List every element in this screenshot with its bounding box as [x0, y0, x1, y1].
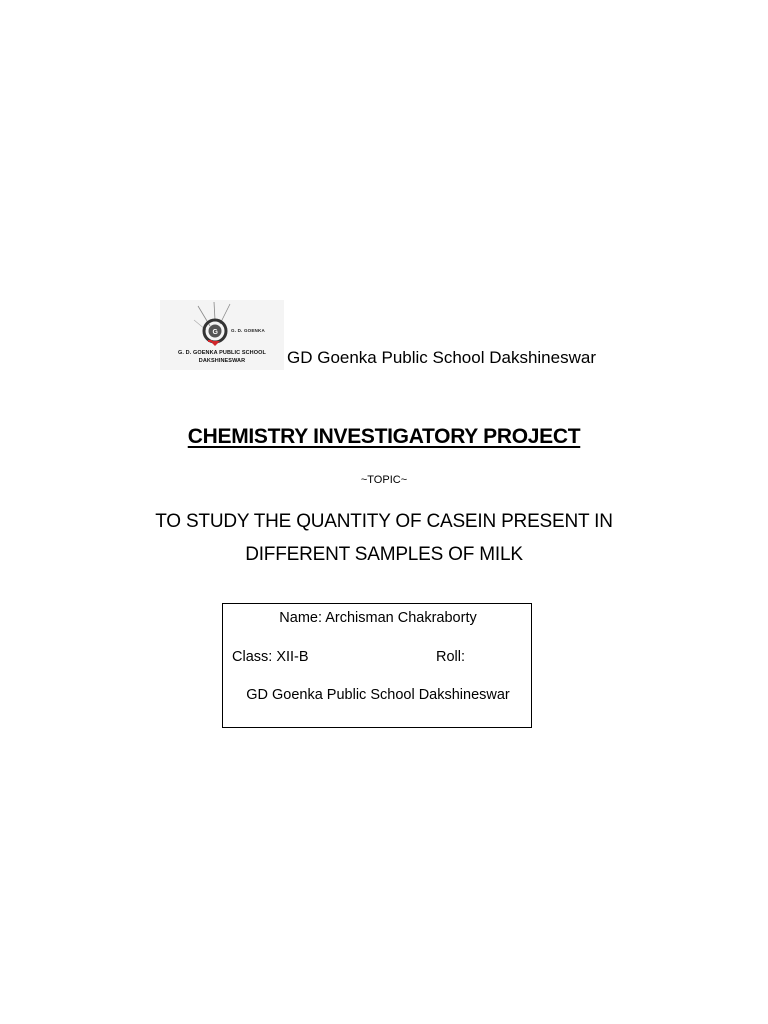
school-logo	[160, 300, 284, 370]
topic-text	[140, 505, 628, 571]
topic-line-2: DIFFERENT SAMPLES OF MILK	[245, 544, 523, 565]
logo-caption-line2: DAKSHINESWAR	[198, 358, 246, 364]
student-name: Name: Archisman Chakraborty	[279, 610, 477, 626]
topic-line-1: TO STUDY THE QUANTITY OF CASEIN PRESENT IN	[155, 511, 613, 532]
logo-caption-line1: G. D. GOENKA PUBLIC SCHOOL	[178, 350, 266, 356]
school-header	[160, 300, 620, 372]
student-class: Class: XII-B	[232, 649, 309, 665]
student-school: GD Goenka Public School Dakshineswar	[246, 687, 510, 703]
student-info-box	[222, 603, 532, 728]
student-roll: Roll:	[436, 649, 466, 665]
school-name-heading: GD Goenka Public School Dakshineswar	[287, 348, 596, 367]
project-title: CHEMISTRY INVESTIGATORY PROJECT	[187, 425, 581, 448]
topic-label: ~TOPIC~	[360, 474, 408, 486]
svg-text:G: G	[212, 329, 218, 336]
logo-brand-text: G. D. GOENKA	[231, 328, 265, 333]
